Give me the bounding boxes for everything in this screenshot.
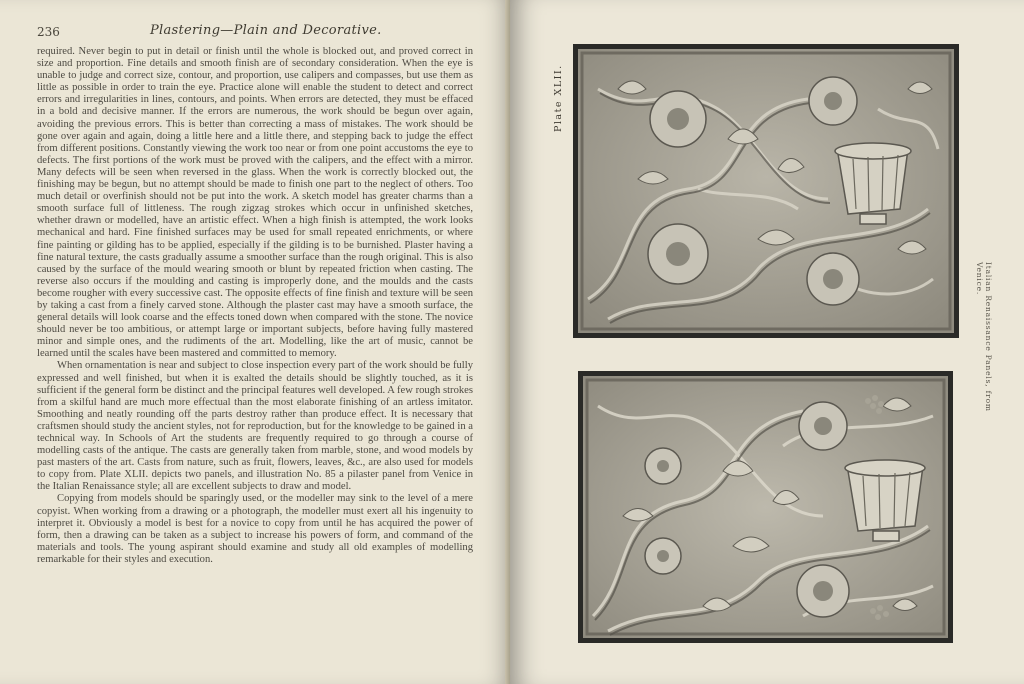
paragraph-3: Copying from models should be sparingly used, or the modeller may sink to the level of a mere copyist. When working from a drawing or a photograph, the modeller must exert all his ingenuity to interpret it. Obviously a model is best for a novice to copy from until he has acquired the power of form, then a drawing can be taken as a subject to increase his powers of form, and command of the materials and tools. The young aspirant should examine and study all old examples of modelling remarkable for their styles and execution.: [37, 493, 473, 565]
relief-panel-bottom: [578, 371, 953, 643]
relief-panel-top: [573, 44, 959, 338]
body-text: [37, 46, 473, 566]
paragraph-2: When ornamentation is near and subject to close inspection every part of the work should be fully expressed and well finished, but when it is exalted the details should be slightly touched, as it is sufficient if the general form be distinct and the principal features well developed. A few rough strokes from a skilful hand are much more effectual than the most elaborate finishing of an artless imitator. Smoothing and neatly rounding off the parts destroy rather than produce effect. It is necessary that craftsmen should study the ancient styles, not for reproduction, but for the knowledge to be gained in a technical way. In Schools of Art the students are frequently required to go through a course of modelling casts of the antique. The casts are generally taken from marble, stone, and wood models by past masters of the art. Casts from nature, such as fruit, flowers, leaves, &c., are also used for models to copy from. Plate XLII. depicts two panels, and illustration No. 85 a pilaster panel from Venice in the Italian Renaissance style; all are excellent subjects to draw and model.: [37, 360, 473, 493]
page-number: 236: [37, 25, 60, 39]
left-page: [0, 0, 510, 684]
paragraph-1: required. Never begin to put in detail or finish until the whole is blocked out, and proved correct in size and proportion. Fine details and smooth finish are of secondary consideration. When the eye is unable to judge and correct size, contour, and proportion, use calipers and compasses, but use them as little as possible in order to train the eye. Practice alone will enable the student to detect and correct errors and irregularities in lines, contours, and points. When errors are detected, they must be effaced in a bold and decisive manner. If the errors are numerous, the work should be begun over again, avoiding the previous errors. This is better than correcting a mass of mistakes. The work should be gone over again and again, doing a little here and a little there, and stepping back to judge the effect from different positions. Constantly viewing the work too near or from one point accustoms the eye to defects. The first portions of the work must be proved with the calipers, and the effect with a mirror. Many defects will be seen when reversed in the glass. When the work is correctly blocked out, the finishing may be begun, but no attempt should be made to finish one part to the neglect of others. Too much detail or overfinish should not be put into the work. A sketch model has greater charms than a smooth surface full of littleness. The rough zigzag strokes which occur in unfinished sketches, whether drawn or modelled, have an artistic effect. When a high finish is attempted, the work looks mechanical and hard. Fine finished surfaces may be used for small repeated enrichments, or where fine painting or gilding has to be applied, especially if the gilding is to be burnished. Plaster having a fine natural texture, the casts gradually assume a smoother surface than the rough original. This is also caused by the surface of the mould wearing smooth or blunt by repeated friction when casting. The reverse also occurs if the moulding and casting is improperly done, and the moulds and the casts become rougher with every successive cast. The opposite effects of fine finish and texture will be seen by taking a cast from a finely carved stone. Although the plaster cast may have a smooth surface, the general details will look coarse and the effects toned down when compared with the stone. The novice should never be too ambitious, or attempt large or important subjects, before having fully mastered minor and simple ones, and the rudiments of the art. Modelling, like the art of music, cannot be learned until the scales have been mastered and committed to memory.: [37, 46, 473, 360]
relief-panel-bottom-image: [583, 376, 948, 638]
relief-panel-top-image: [578, 49, 954, 333]
plate-caption: Italian Renaissance Panels, from Venice.: [975, 262, 993, 412]
plate-label: Plate XLII.: [553, 64, 564, 132]
running-head: Plastering—Plain and Decorative.: [150, 23, 382, 38]
